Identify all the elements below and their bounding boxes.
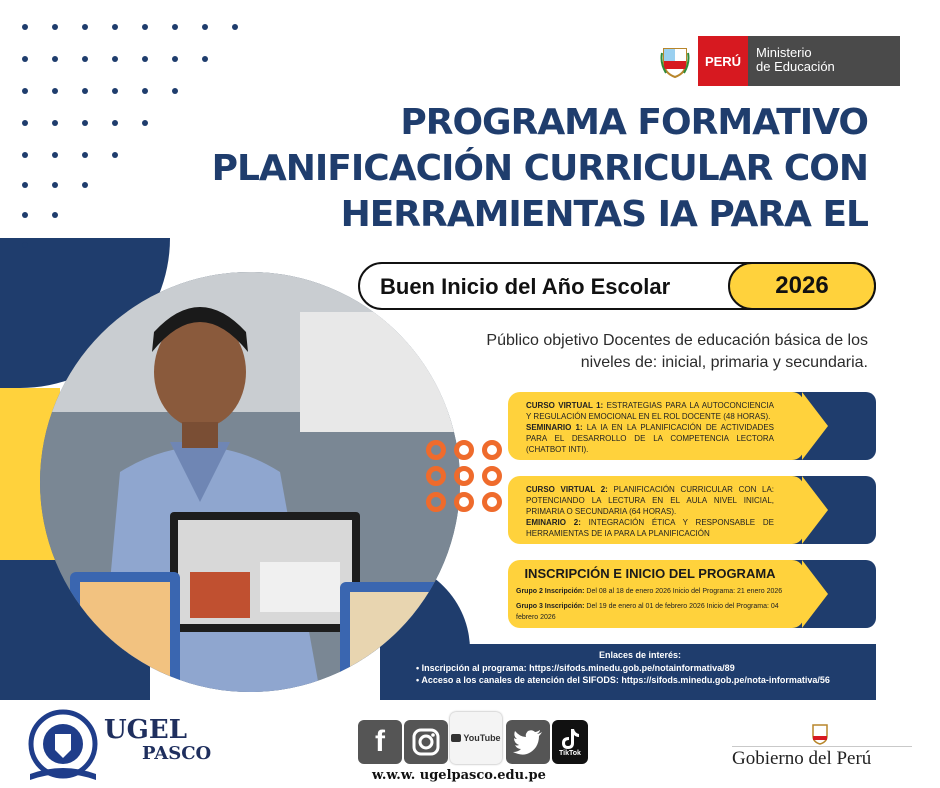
youtube-icon[interactable] [450, 712, 502, 764]
card-2-text-1: PLANIFICACIÓN CURRICULAR CON LA: POTENCIANDO LA LECTURA EN EL AULA NIVEL INICIAL, PRIMARIA O SECUNDARIA (64 HORAS). [526, 485, 775, 516]
inscription-arrow [802, 560, 828, 628]
card-1-label-1: CURSO VIRTUAL 1: [526, 401, 604, 410]
group3-label: Grupo 3 Inscripción: [516, 603, 585, 610]
link-canales-atencion[interactable]: Acceso a los canales de atención del SIFODS: https://sifods.minedu.gob.pe/nota-informativa/56 [421, 675, 830, 685]
banner-year: 2026 [728, 262, 876, 310]
tiktok-icon[interactable] [552, 720, 588, 764]
ministry-line-1: Ministerio [756, 45, 812, 60]
ministry-logo [652, 36, 900, 86]
card-2-arrow [802, 476, 828, 544]
school-year-banner [358, 262, 876, 310]
card-1-text-1: ESTRATEGIAS PARA LA AUTOCONCIENCIA Y REGULACIÓN EMOCIONAL EN EL ROL DOCENTE (48 HORAS). [526, 401, 775, 421]
website-link[interactable]: w.w.w. ugelpasco.edu.pe [372, 768, 546, 783]
course-card-1 [508, 392, 804, 460]
card-1-text-2: LA IA EN LA PLANIFICACIÓN DE ACTIVIDADES PARA EL DESARROLLO DE LA COMPETENCIA LECTORA (CHATBOT INTI). [526, 423, 774, 454]
links-title: Enlaces de interés: [598, 650, 682, 660]
links-box: Enlaces de interés: • Inscripción al programa: https://sifods.minedu.gob.pe/notainformativa/89 • Acceso a los canales de atención del SIFODS: https://sifods.minedu.gob.pe/nota-informativa/56 [404, 644, 876, 700]
inscription-title: INSCRIPCIÓN E INICIO DEL PROGRAMA [524, 566, 776, 581]
target-line-1: Público objetivo Docentes de educación básica de los [486, 332, 868, 349]
gobierno-divider [732, 746, 912, 747]
peru-label: PERÚ [698, 36, 748, 86]
card-2-label-2: EMINARIO 2: [526, 518, 581, 527]
ugel-name [104, 716, 211, 764]
ugel-line-2: PASCO [142, 743, 212, 764]
title-line-3: HERRAMIENTAS IA PARA EL [340, 194, 868, 235]
group2-text: Del 08 al 18 de enero 2026 Inicio del Programa: 21 enero 2026 [584, 588, 783, 595]
instagram-icon[interactable] [404, 720, 448, 764]
target-audience [388, 330, 868, 374]
group3-text: Del 19 de enero al 01 de febrero 2026 Inicio del Programa: 04 febrero 2026 [516, 603, 779, 621]
gobierno-coat-of-arms-icon [808, 722, 832, 746]
card-1-label-2: SEMINARIO 1: [526, 423, 583, 432]
target-line-2: niveles de: inicial, primaria y secundaria. [580, 354, 868, 371]
teacher-photo [40, 272, 460, 692]
course-card-2 [508, 476, 804, 544]
ugel-line-1: UGEL [104, 715, 187, 745]
card-1-arrow [802, 392, 828, 460]
card-2-text-2: INTEGRACIÓN ÉTICA Y RESPONSABLE DE HERRAMIENTAS DE IA PARA LA PLANIFICACIÓN [526, 518, 774, 538]
ugel-emblem-icon [22, 708, 104, 782]
banner-text: Buen Inicio del Año Escolar [380, 274, 671, 299]
tiktok-label: TikTok [559, 749, 581, 757]
title-line-2: PLANIFICACIÓN CURRICULAR CON [211, 148, 868, 189]
ministry-line-2: de Educación [756, 59, 835, 74]
ministry-name [748, 36, 900, 86]
inscription-card [508, 560, 804, 628]
twitter-icon[interactable] [506, 720, 550, 764]
facebook-icon[interactable]: f [358, 720, 402, 764]
page-title [212, 100, 868, 238]
title-line-1: PROGRAMA FORMATIVO [400, 102, 868, 143]
group2-label: Grupo 2 Inscripción: [516, 588, 585, 595]
card-2-label-1: CURSO VIRTUAL 2: [526, 485, 608, 494]
youtube-label: YouTube [463, 733, 501, 743]
gobierno-label: Gobierno del Perú [732, 748, 872, 769]
peru-coat-of-arms-icon [652, 36, 698, 86]
link-inscripcion[interactable]: Inscripción al programa: https://sifods.minedu.gob.pe/notainformativa/89 [421, 663, 735, 673]
